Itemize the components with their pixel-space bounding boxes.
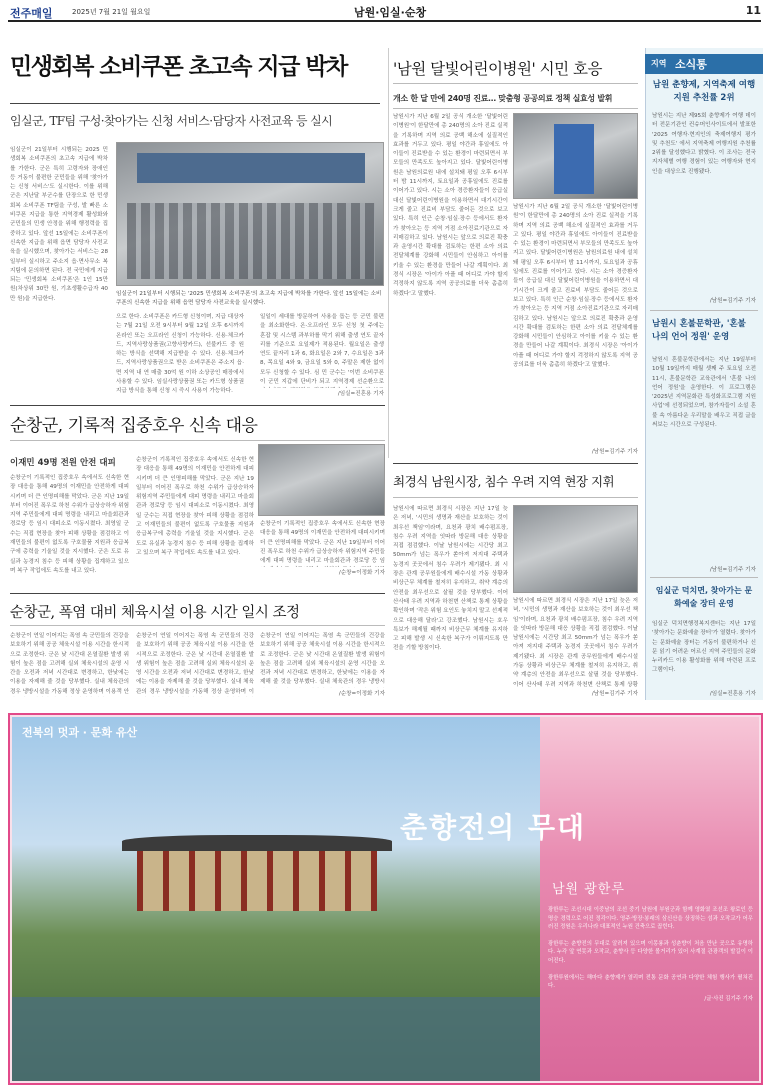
side3-title: 임실군 덕치면, 찾아가는 문화예술 장터 운영 [655,586,753,608]
column-divider [388,48,389,458]
article3-subtitle: 이재민 49명 전원 안전 대피 [10,458,116,468]
article1-col3: 일일이 세대를 방문하여 사용을 돕는 등 군민 불편을 최소화한다. 온·오프라인 모두 신청 첫 주에는 혼잡 및 시스템 과부하를 막기 위해 출생 연도 끝자리를 기준으로 요일제가 적용된다. 월요일은 출생 연도 끝자리 1과 6, 화요일은 2와 7, 수요일은 3과 8, 목요일 4와 9, 금요일 5와 0, 주말은 제한 없이 모두 신청할 수 있다. 심 민 군수는 '이번 소비쿠폰이 군민 지갑에 단비가 되고 지역경제 선순환으로 [260,314,384,386]
flood-site-photo [258,444,385,516]
side1-byline: /남원=김기주 기자 [709,298,756,304]
campaign-text-panel [540,717,759,1081]
article5-title: 최경식 남원시장, 침수 우려 지역 현장 지휘 [393,474,615,489]
campaign-body [548,906,753,1003]
section-name: 남원·임실·순창 [354,6,427,19]
article5-col1: 남원시에 따르면 최경식 시장은 지난 17일 늦은 저녁, '시민의 생명과 재산을 보호하는 것이 최우선 책임'이라며, 요천과 광치 배수펌프장, 침수 우려 지역을 잇따라 방문해 대응 상황을 직접 점검했다. 이날 남원시에는 시간당 최고 50mm가 넘는 폭우가 쏟아져 저지대 주택과 농경지 곳곳에서 침수 우려가 제기됐다. 최 시장은 관계 공무원들에게 배수시설 가동 상황과 비상근무 체계를 철저히 유지하고, 취약 계층의 안전을 최우선으로 살필 것을 당부했다. 이어 산사태 우려 지역과 하천변 산책로 통제 상황을 확인하며 '작은 위험 요인도 놓치지 말고 선제적으로 대응해 달라'고 강조했다. 남원시는 호우 특보가 해제될 때까지 비상근무 체계를 유지하고 피해 발생 시 신속한 복구가 이뤄지도록 만전을 기할 방침이다. [393,506,508,652]
ceremony-photo [116,142,384,286]
article2-col1: 남원시가 지난 6월 2일 공식 개소한 '달빛어린이병원'이 한달만에 총 240명의 소아 진료 실적을 기록하며 지역 의료 공백 해소에 실질적인 효과를 거두고 있다. 평일 야간과 휴일에도 아이들이 진료받을 수 있는 환경이 마련되면서 부모들의 만족도도 높아지고 있다. 달빛어린이병원은 남원의료원 내에 설치돼 평일 오후 6시부터 밤 11시까지, 토요일과 공휴일에도 진료를 이어가고 있다. 시는 소아 경증환자들이 응급실 대신 달빛어린이병원을 이용하면서 대기시간이 크게 줄고 진료비 부담도 줄어든 것으로 보고 있다. 특히 인근 순창·임실·장수 등에서도 환자가 찾아오는 등 지역 거점 소아진료기관으로 자리매김하고 있다. 남원시는 앞으로 의료진 확충과 운영시간 확대를 검토하는 한편 소아 의료 전달체계를 강화해 시민들이 안심하고 아이를 키울 수 있는 환경을 만들어 나갈 계획이다. 최경식 시장은 '아이가 아플 때 어디로 가야 할지 걱정하지 않도록 지역 공공의료를 더욱 촘촘히 하겠다'고 말했다. [393,114,508,297]
medical-staff [554,124,594,194]
divider [10,593,385,594]
series-title: 전북의 멋과 · 문화 유산 [22,726,138,739]
article4-col3: 순창군이 연일 이어지는 폭염 속 군민들의 건강을 보호하기 위해 공공 체육시설 이용 시간을 한시적으로 조정한다. 군은 낮 시간대 온열질환 발생 위험이 높은 점을 고려해 실외 체육시설의 운영 시간을 오전과 저녁 시간대로 변경하고, 한낮에는 이용을 자제해 줄 것을 당부했다. 실내 체육관의 경우 냉방시 [260,633,385,686]
paper-name: 전주매일 [10,7,53,20]
article5-col2: 남원시에 따르면 최경식 시장은 지난 17일 늦은 저녁, '시민의 생명과 재산을 보호하는 것이 최우선 책임'이라며, 요천과 광치 배수펌프장, 침수 우려 지역을 잇따라 방문해 대응 상황을 직접 점검했다. 이날 남원시에는 시간당 최고 50mm가 넘는 폭우가 쏟아져 저지대 주택과 농경지 곳곳에서 침수 우려가 제기됐다. 최 시장은 관계 공무원들에게 배수시설 가동 상황과 비상근무 체계를 철저히 유지하고, 취약 계층의 안전을 최우선으로 살필 것을 당부했다. 이어 산사태 우려 지역과 하천변 산책로 통제 상황 [513,598,638,688]
article1-title: 민생회복 소비쿠폰 초고속 지급 박차 [10,54,347,80]
side2-body: 남원시 혼불문학관에서는 지난 19일부터 10월 19일까지 매월 셋째 주 토요일 오전 11시, 혼불문학관 교육관에서 '혼불 나의 언어 정원'을 운영한다. 이 프로그램은 '2025년 지역문화관 특성화프로그램 지원사업'에 선정되었으며, 참가자들이 소설 혼불 속 아름다운 우리말을 배우고 직접 글을 써보는 시간으로 구성된다. [652,357,756,429]
campaign-paragraph: 광한루원에서는 해마다 춘향제가 열리며 전통 문화 공연과 다양한 체험 행사가 펼쳐진다. [548,974,753,990]
issue-date: 2025년 7월 21일 월요일 [72,8,151,16]
page-header [10,4,761,20]
article1-col2: 으로 한다. 소비쿠폰은 카드형 신청이며, 지급 대상자는 7월 21일 오전 9시부터 9월 12일 오후 6시까지 온라인 또는 오프라인 신청이 가능하다. 신용·체크카드, 지역사랑상품권(고향사랑카드), 선불카드 중 원하는 방식을 선택해 지급받을 수 있다. 신용·체크카드, 지역사랑상품권으로 받은 소비쿠폰은 주소지 읍·면 지역 내 연 매출 30억 원 이하 소상공인 매장에서 사용할 수 있다. 임실사랑상품권 또는 카드형 상품권 지급 방식을 통해 신청 시 즉시 사용이 가능하다. [116,314,244,395]
divider [10,625,385,626]
side1-body: 남원시는 지난 제95회 춘향제가 여행 데이터 전문기관인 컨슈머인사이트에서 발표한 '2025 여행자·현지인의 축제여행지 평가 및 추천도' 에서 지역축제 여행지원 추천률 2위를 달성했다고 밝혔다. 이 조사는 전국 지자체별 여행 경험이 있는 여행자와 현지인을 대상으로 진행됐다. [652,113,756,175]
sidebar-label-main: 소식통 [675,58,707,71]
side3-body: 임실군 덕치면행정복지센터는 지난 17일 '찾아가는 문화예술 장터'가 열렸다. 찾아가는 문화예술 장터는 거동이 불편하거나 신문 읽기 어려운 어르신 지역 주민들의 문화누리카드 이용 활성화를 위해 마련된 프로그램이다. [652,621,756,674]
article4-byline: /순창=이정화 기자 [338,691,385,697]
article5-byline: /남원=김기주 기자 [591,691,638,697]
page-number: 11 [745,4,761,17]
divider [10,405,385,406]
pavilion-body [137,851,377,911]
article2-subtitle: 개소 한 달 만에 240명 진료… 맞춤형 공공의료 정책 실효성 발휘 [393,94,613,103]
clinic-photo [513,113,638,199]
header-rule [8,20,761,22]
stage-banner [137,153,365,183]
gwanghallu-photo [12,717,540,1081]
side2-title: 남원시 혼불문학관, '혼불 나의 언어 정원' 운영 [652,319,746,342]
article2-col2: 남원시가 지난 6월 2일 공식 개소한 '달빛어린이병원'이 한달만에 총 240명의 소아 진료 실적을 기록하며 지역 의료 공백 해소에 실질적인 효과를 거두고 있다. 평일 야간과 휴일에도 아이들이 진료받을 수 있는 환경이 마련되면서 부모들의 만족도도 높아지고 있다. 달빛어린이병원은 남원의료원 내에 설치돼 평일 오후 6시부터 밤 11시까지, 토요일과 공휴일에도 진료를 이어가고 있다. 시는 소아 경증환자들이 응급실 대신 달빛어린이병원을 이용하면서 대기시간이 크게 줄고 진료비 부담도 줄어든 것으로 보고 있다. 특히 인근 순창·임실·장수 등에서도 환자가 찾아오는 등 지역 거점 소아진료기관으로 자리매김하고 있다. 남원시는 앞으로 의료진 확충과 운영시간 확대를 검토하는 한편 소아 의료 전달체계를 강화해 시민들이 안심하고 아이를 키울 수 있는 환경을 만들어 나갈 계획이다. 최경식 시장은 '아이가 아플 때 어디로 가야 할지 걱정하지 않도록 지역 공공의료를 더욱 촘촘히 하겠다'고 말했다. [513,204,638,369]
article4-title: 순창군, 폭염 대비 체육시설 이용 시간 일시 조정 [10,605,300,621]
pavilion-roof [122,835,392,851]
campaign-paragraph: 광한루는 조선시대 이중남의 조선 중기 남원에 부원군과 함께 영화였 조선조 왕로인 등 명승 경력으로 어진 정각이다. 영주·방장·봉래의 삼신산을 상징하는 섬과 오작교가 어우러진 정원은 우리나라 대표적인 누원 건축으로 꼽힌다. [548,907,753,931]
article3-col1: 순창군이 기록적인 집중호우 속에서도 신속한 현장 대응을 통해 49명의 이재민을 안전하게 대피시키며 더 큰 인명피해를 막았다. 군은 지난 19일부터 이어진 폭우로 하천 수위가 급상승하자 위험지역 주민들에게 대피 명령을 내리고 마을회관과 경로당 등 임시 대피소로 이동시켰다. 최영일 군수는 직접 현장을 찾아 피해 상황을 점검하고 이재민들의 불편이 없도록 구호물품 지원과 응급복구에 총력을 기울일 것을 지시했다. 군은 도로 유실과 농경지 침수 등 피해 상황을 집계하고 있으며 복구 작업에도 속도를 내고 있다. [10,475,129,574]
article3-title: 순창군, 기록적 집중호우 신속 대응 [10,416,258,436]
side1-title: 남원 춘향제, 지역축제 여행지원 추천률 2위 [652,80,756,103]
divider [10,103,380,104]
article3-byline: /순창=이정화 기자 [338,570,385,576]
audience [127,203,375,279]
divider [393,497,638,498]
campaign-paragraph: 광한루는 춘향전의 무대로 알려져 있으며 이몽룡과 성춘향이 처음 만난 곳으로 유명하다. 누각 앞 연못과 오작교, 춘향사 등 다양한 볼거리가 있어 사계절 관광객의 발길이 이어진다. [548,940,753,964]
article2-byline: /남원=김기주 기자 [591,449,638,455]
article1-col1: 임실군이 21일부터 시행되는 2025 민생회복 소비쿠폰의 초고속 지급에 박차를 가한다. 군은 특히 고령자와 장애인 등 거동이 불편한 군민들을 위해 '찾아가는 신청 서비스'도 실시한다. 이를 위해 군은 지난달 부군수를 단장으로 한 민생회복 소비쿠폰 TF팀을 구성, 발 빠른 소비쿠폰 지급을 통한 지역경제 활성화와 군민들의 민생 안정을 위해 행정력을 집중하고 있다. 앞선 15일에는 소비쿠폰이 신속한 지급을 위해 읍면 담당자 사전교육을 실시했으며, 찾아가는 서비스는 28일부터 실시하고 주소지 읍·면사무소 복지팀에 문의하면 된다. 전 국민에게 지급되는 '민생회복 소비쿠폰'은 1인 15만 원(차상위 30만 원, 기초생활수급자 40만 원)을 지급한다. [10,147,108,302]
campaign-headline: 춘향전의 무대 [400,811,587,844]
divider [650,577,758,578]
article3-col3: 순창군이 기록적인 집중호우 속에서도 신속한 현장 대응을 통해 49명의 이재민을 안전하게 대피시키며 더 큰 인명피해를 막았다. 군은 지난 19일부터 이어진 폭우로 하천 수위가 급상승하자 위험지역 주민들에게 대피 명령을 내리고 마을회관과 경로당 등 임 [260,521,385,565]
article3-col2: 순창군이 기록적인 집중호우 속에서도 신속한 현장 대응을 통해 49명의 이재민을 안전하게 대피시키며 더 큰 인명피해를 막았다. 군은 지난 19일부터 이어진 폭우로 하천 수위가 급상승하자 위험지역 주민들에게 대피 명령을 내리고 마을회관과 경로당 등 임시 대피소로 이동시켰다. 최영일 군수는 직접 현장을 찾아 피해 상황을 점검하고 이재민들의 불편이 없도록 구호물품 지원과 응급복구에 총력을 기울일 것을 지시했다. 군은 도로 유실과 농경지 침수 등 피해 상황을 집계하고 있으며 복구 작업에도 속도를 내고 있다. [136,457,254,556]
article4-col1: 순창군이 연일 이어지는 폭염 속 군민들의 건강을 보호하기 위해 공공 체육시설 이용 시간을 한시적으로 조정한다. 군은 낮 시간대 온열질환 발생 위험이 높은 점을 고려해 실외 체육시설의 운영 시간을 오전과 저녁 시간대로 변경하고, 한낮에는 이용을 자제해 줄 것을 당부했다. 실내 체육관의 경우 냉방시설을 가동해 정상 운영하며 이용객 안 [10,633,129,695]
campaign-place: 남원 광한루 [552,882,625,897]
side2-byline: /남원=김기주 기자 [709,567,756,573]
sidebar-header [645,54,763,74]
divider [393,83,638,84]
article1-subtitle: 임실군, TF팀 구성·찾아가는 신청 서비스·담당자 사전교육 등 실시 [10,114,333,128]
pond [12,997,540,1081]
sidebar-label: 지역 [651,59,667,68]
divider [10,440,385,441]
article1-byline: /임실=진혼용 기자 [337,391,384,397]
article2-title: '남원 달빛어린이병원' 시민 호응 [393,60,602,78]
divider [393,463,638,464]
article4-col2: 순창군이 연일 이어지는 폭염 속 군민들의 건강을 보호하기 위해 공공 체육시설 이용 시간을 한시적으로 조정한다. 군은 낮 시간대 온열질환 발생 위험이 높은 점을 고려해 실외 체육시설의 운영 시간을 오전과 저녁 시간대로 변경하고, 한낮에는 이용을 자제해 줄 것을 당부했다. 실내 체육관의 경우 냉방시설을 가동해 정상 운영하며 이 [136,633,254,695]
divider [393,108,638,109]
campaign-byline: /글·사진 김기주 기자 [704,995,753,1002]
side3-byline: /임실=진혼용 기자 [709,691,756,697]
inspection-photo [513,505,638,593]
divider [650,310,758,311]
photo-caption: 임실군이 21일부터 시행되는 '2025 민생회복 소비쿠폰'의 초고속 지급에 박차를 가한다. 앞선 15일에는 소비쿠폰의 신속한 지급을 위해 읍면 담당자 사전교육을 실시했다. [116,291,382,306]
